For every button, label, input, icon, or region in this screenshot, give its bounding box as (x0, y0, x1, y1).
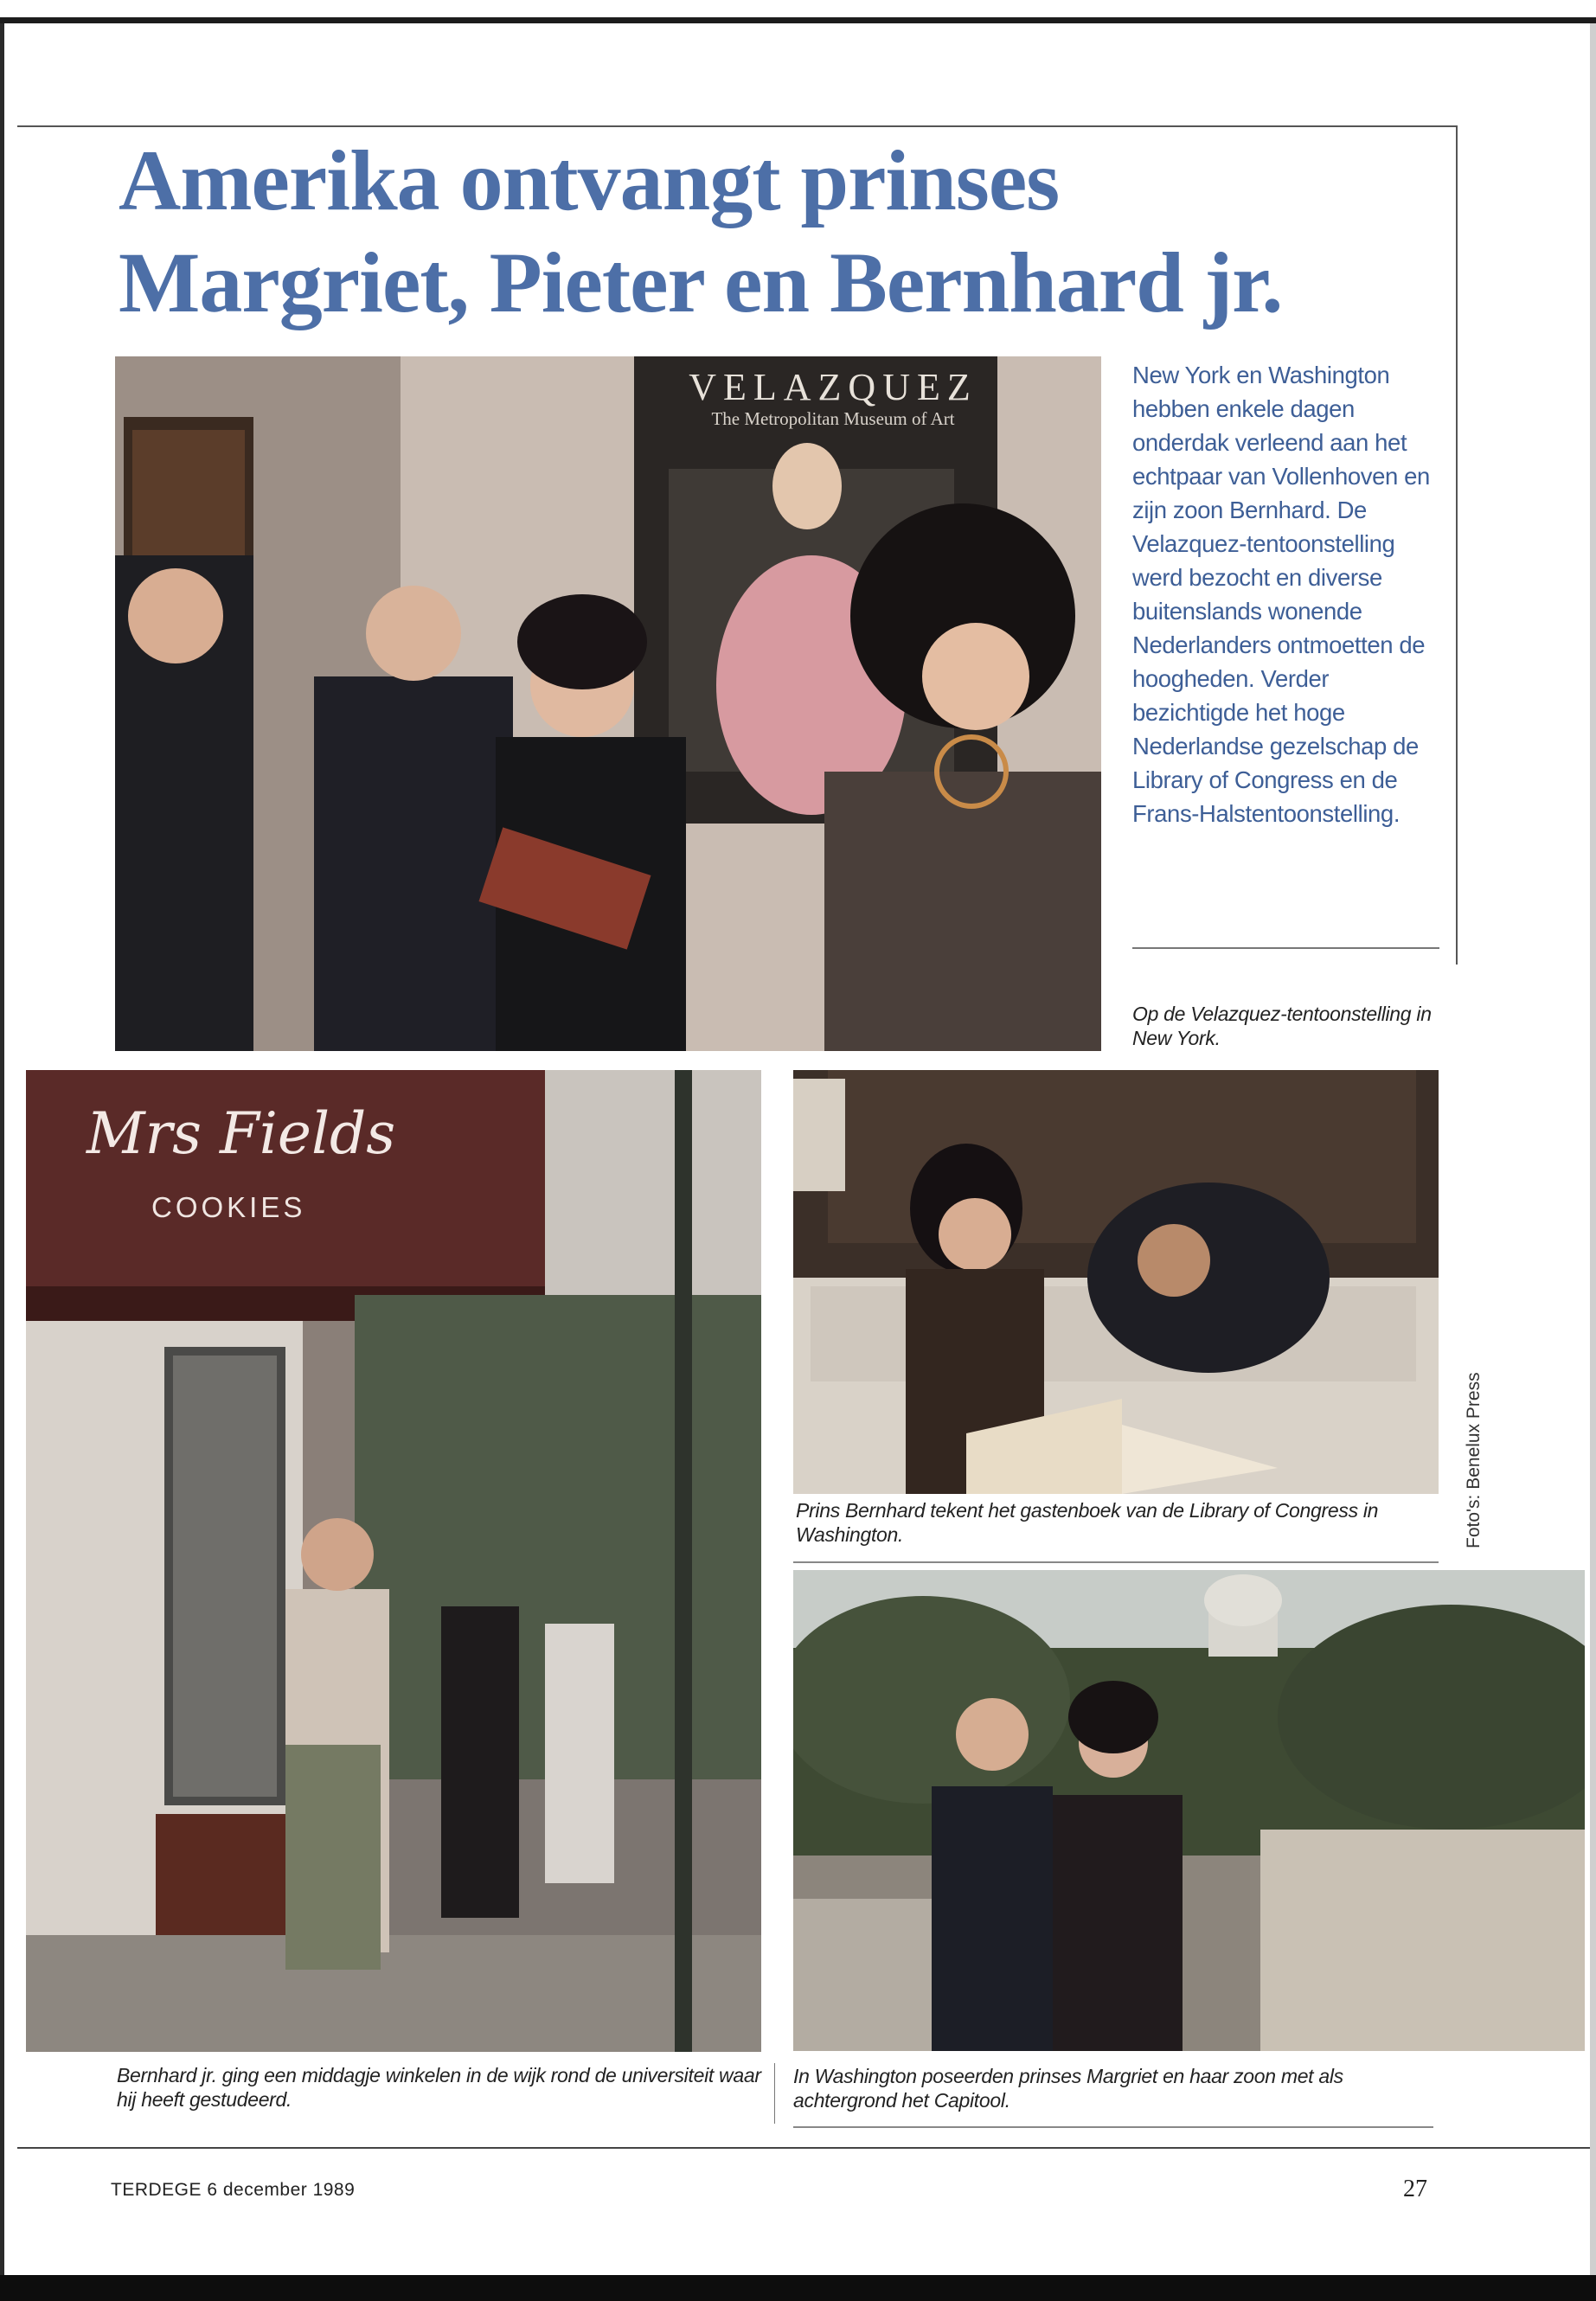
footer-rule (17, 2147, 1590, 2149)
headline-line-1: Amerika ontvangt prinses (119, 132, 1060, 228)
page-headline (119, 130, 1451, 334)
headline-line-2: Margriet, Pieter en Bernhard jr. (119, 234, 1283, 330)
bottom-border (0, 2275, 1596, 2301)
header-rule (17, 125, 1458, 127)
caption-library: Prins Bernhard tekent het gastenboek van de Library of Congress in Washington. (796, 1499, 1379, 1546)
photo-capitol (793, 1570, 1585, 2051)
footer-publication: TERDEGE 6 december 1989 (111, 2180, 356, 2200)
capitol-caption-rule (793, 2126, 1433, 2128)
intro-text: New York en Washington hebben enkele dagen onderdak verleend aan het echtpaar van Vollenhoven en zijn zoon Bernhard. De Velazquez-tentoonstelling werd bezocht en diverse buitenslands wonende Nederlanders ontmoetten de hoogheden. Verder bezichtigde het hoge Nederlandse gezelschap de Library of Congress en de Frans-Halstentoonstelling. (1132, 362, 1430, 827)
poster-title: VELAZQUEZ (689, 366, 977, 408)
library-caption-rule (793, 1561, 1439, 1563)
caption-capitol: In Washington poseerden prinses Margriet en haar zoon met als achtergrond het Capitool. (793, 2065, 1343, 2112)
caption-museum: Op de Velazquez-tentoonstelling in New York. (1132, 1003, 1432, 1049)
awning-text: COOKIES (151, 1191, 306, 1223)
intro-rule (1132, 947, 1439, 949)
top-border (0, 17, 1596, 23)
poster-subtitle: The Metropolitan Museum of Art (711, 408, 955, 429)
column-rule (774, 2063, 775, 2124)
photo-library-guestbook (793, 1070, 1439, 1494)
caption-street: Bernhard jr. ging een middagje winkelen in de wijk rond de universiteit waar hij heeft gestudeerd. (117, 2064, 761, 2111)
photo-credit: Foto's: Benelux Press (1464, 1372, 1484, 1548)
photo-street-shopping (26, 1070, 761, 2052)
page-number: 27 (1403, 2176, 1427, 2202)
awning-logo: Mrs Fields (87, 1100, 396, 1167)
left-edge (0, 23, 4, 2275)
header-box-right-rule (1456, 125, 1458, 965)
photo-velazquez-exhibition (115, 356, 1101, 1051)
right-edge (1590, 23, 1596, 2275)
